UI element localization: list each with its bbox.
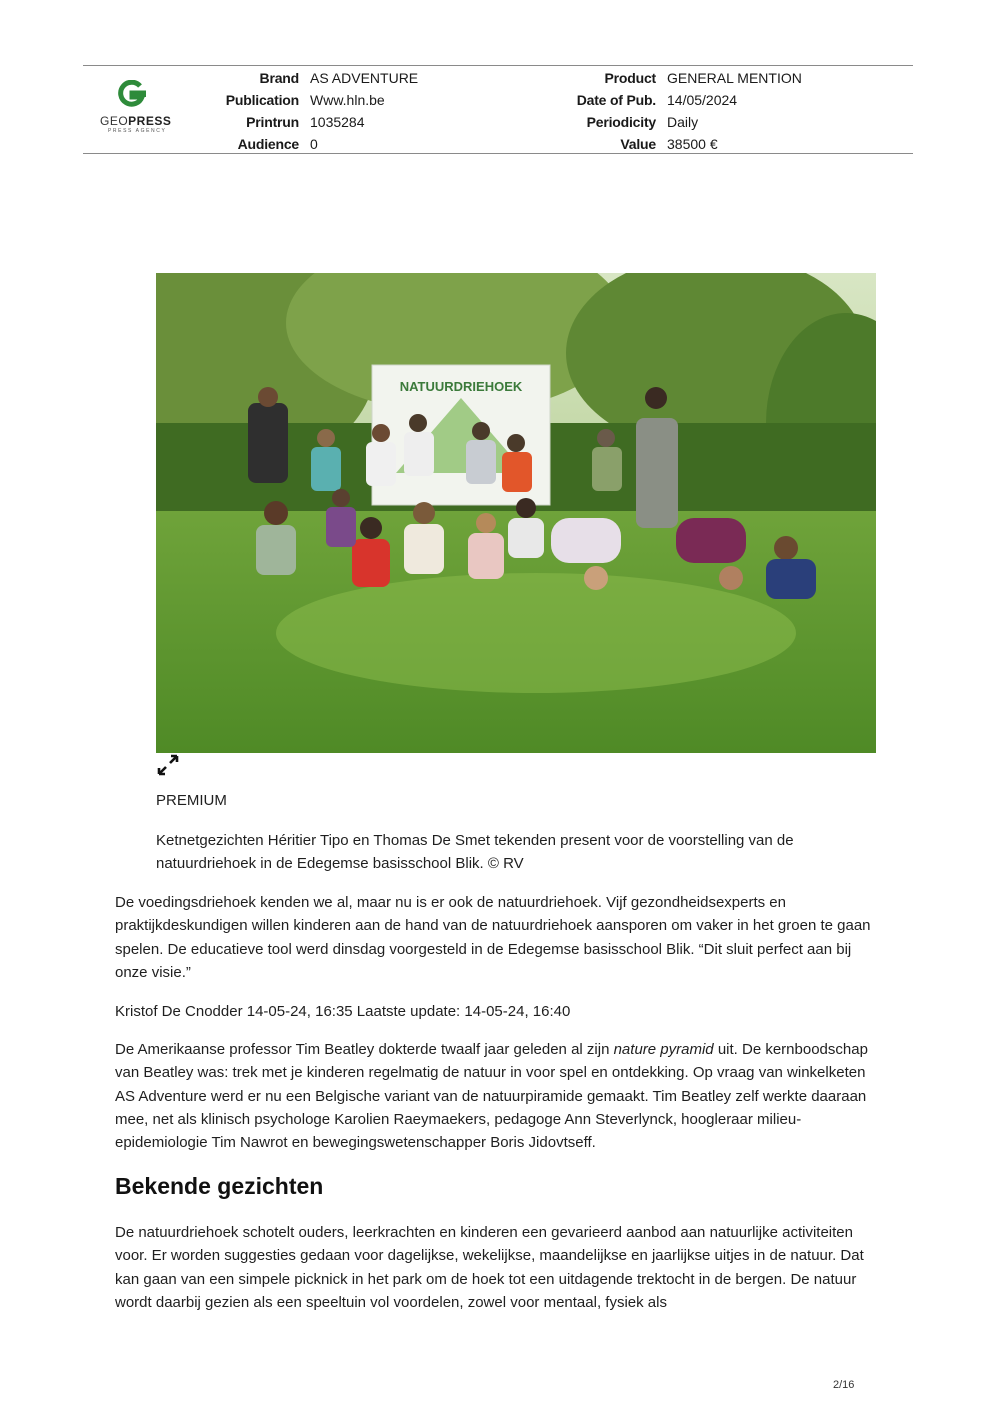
header-rule-top: [83, 65, 913, 66]
nature-pyramid-emphasis: nature pyramid: [613, 1041, 714, 1058]
article-byline: Kristof De Cnodder 14-05-24, 16:35 Laatste update: 14-05-24, 16:40: [115, 1003, 571, 1020]
page-number: 2/16: [833, 1379, 855, 1391]
photo-banner-text: NATUURDRIEHOEK: [399, 379, 523, 394]
product-value: GENERAL MENTION: [667, 70, 802, 86]
premium-label: PREMIUM: [156, 792, 227, 809]
periodicity-value: Daily: [667, 114, 699, 130]
brand-label: Brand: [259, 70, 299, 86]
date-label: Date of Pub.: [576, 92, 656, 108]
product-label: Product: [604, 70, 656, 86]
expand-icon[interactable]: [156, 753, 180, 777]
audience-value: 0: [310, 136, 318, 152]
publication-label: Publication: [225, 92, 299, 108]
printrun-label: Printrun: [246, 114, 299, 130]
article-paragraph-1: De Amerikaanse professor Tim Beatley dokterde twaalf jaar geleden al zijn nature pyramid uit. De kernboodschap van Beatley was: trek met je kinderen regelmatig de natuur in voor spel en ontdekking. Op vraag van winkelketen AS Adventure werd er nu een Belgische variant van de natuurpiramide gemaakt. Tim Beatley zelf werkte daaraan mee, net als klinisch psychologe Karolien Raeymaekers, pedagoge Ann Steverlynck, hoogleraar milieu-epidemiologie Tim Nawrot en bewegingswetenschapper Boris Jidovtseff.: [115, 1041, 868, 1152]
value-label: Value: [620, 136, 656, 152]
article-lead: De voedingsdriehoek kenden we al, maar nu is er ook de natuurdriehoek. Vijf gezondheidsexperts en praktijkdeskundigen willen kinderen aan de hand van de natuurdriehoek aansporen om vaker in het groen te gaan spelen. De educatieve tool werd dinsdag voorgesteld in de Edegemse basisschool Blik. “Dit sluit perfect aan bij onze visie.”: [115, 894, 871, 981]
printrun-value: 1035284: [310, 114, 365, 130]
section-heading: Bekende gezichten: [115, 1173, 324, 1199]
logo-wordmark: GEOPRESS: [100, 114, 172, 128]
audience-label: Audience: [237, 136, 299, 152]
logo-tagline: PRESS AGENCY: [108, 128, 167, 134]
article-photo[interactable]: [156, 273, 876, 753]
geopress-g-icon: [118, 80, 146, 110]
geopress-logo: [96, 80, 176, 140]
periodicity-label: Periodicity: [586, 114, 656, 130]
value-value: 38500 €: [667, 136, 718, 152]
article-paragraph-2: De natuurdriehoek schotelt ouders, leerkrachten en kinderen een gevarieerd aanbod aan natuurlijke activiteiten voor. Er worden suggesties gedaan voor dagelijkse, wekelijkse, maandelijkse en jaarlijkse uitjes in de natuur. Dat kan gaan van een simpele picknick in het park om de hoek tot een uitdagende trektocht in de bergen. De natuur wordt daarbij gezien als een speeltuin vol voordelen, zowel voor mentaal, fysiek als: [115, 1224, 864, 1311]
publication-value: Www.hln.be: [310, 92, 385, 108]
brand-value: AS ADVENTURE: [310, 70, 419, 86]
date-value: 14/05/2024: [667, 92, 738, 108]
photo-caption: Ketnetgezichten Héritier Tipo en Thomas De Smet tekenden present voor de voorstelling van de natuurdriehoek in de Edegemse basisschool Blik. © RV: [156, 832, 794, 873]
